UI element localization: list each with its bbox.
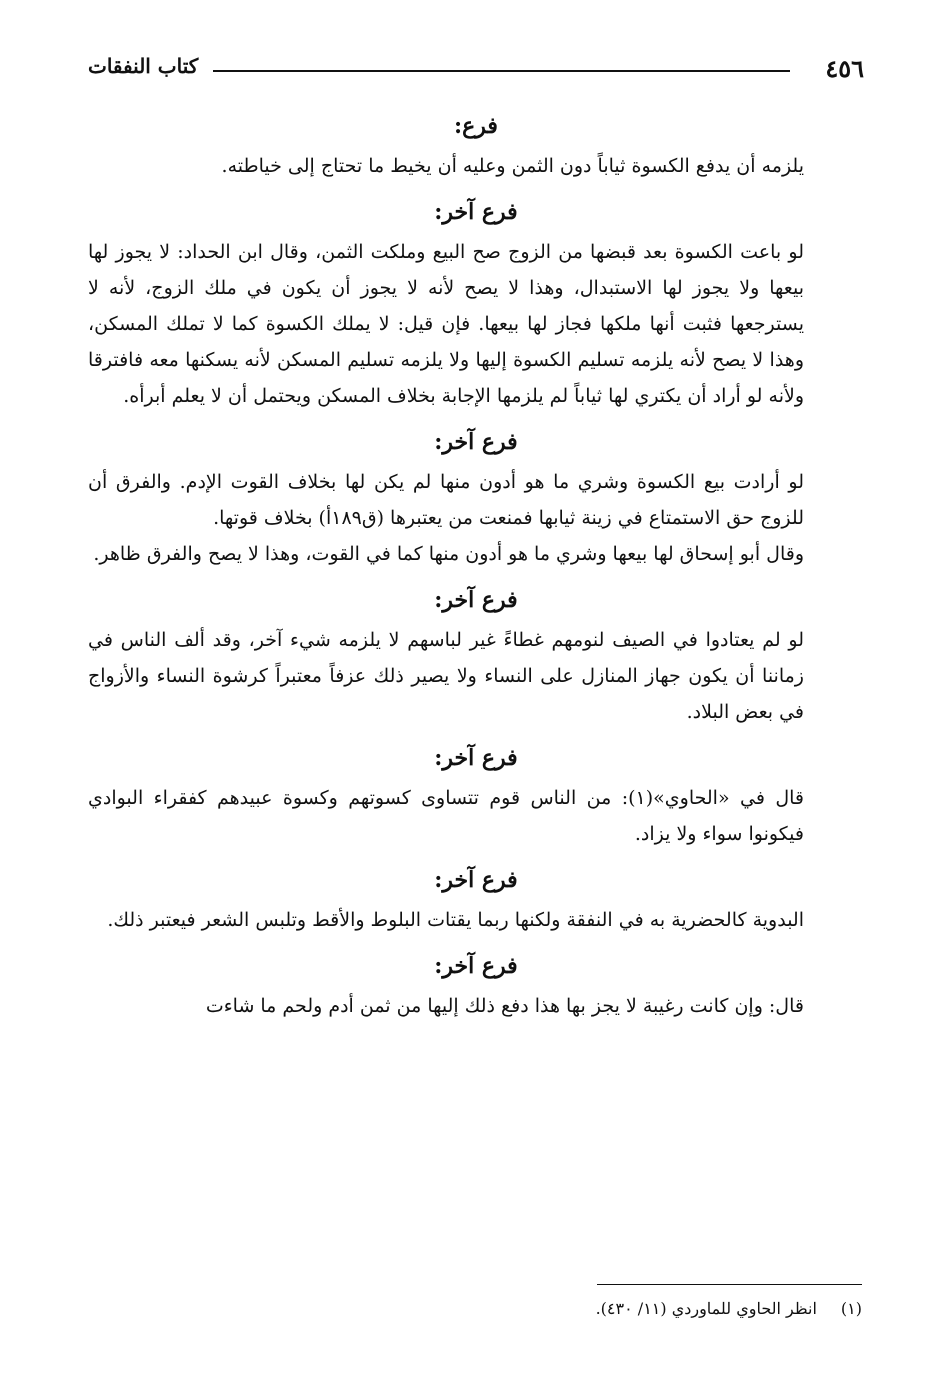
header-rule bbox=[213, 70, 790, 72]
page-header bbox=[88, 54, 864, 88]
paragraph: البدوية كالحضرية به في النفقة ولكنها ربما يقتات البلوط والأقط وتلبس الشعر فيعتبر ذلك. bbox=[107, 909, 804, 931]
section-6 bbox=[88, 860, 864, 938]
footnote-text: انظر الحاوي للماوردي (١١/ ٤٣٠). bbox=[595, 1299, 817, 1318]
section-4 bbox=[88, 580, 864, 730]
paragraph: قال: وإن كانت رغيبة لا يجز بها هذا دفع ذلك إليها من ثمن أدم ولحم ما شاءت bbox=[205, 995, 804, 1017]
paragraph: لو باعت الكسوة بعد قبضها من الزوج صح البيع وملكت الثمن، وقال ابن الحداد: لا يجوز لها بيعها ولا يجوز لها الاستبدال، وهذا لا يصح لأنه لا يجوز أن يكون في ملك الزوج، لأنه لا يسترجعها فثبت أنها ملكها فجاز لها بيعها. فإن قيل: لا يملك الكسوة كما لا تملك المسكن، وهذا لا يصح لأنه يلزمه تسليم الكسوة إليها ولا يلزمه تسليم المسكن لأنه يسكنها معه فافترقا ولأنه لو أراد أن يكتري لها ثياباً لم يلزمها الإجابة بخلاف المسكن ويحتمل أن لا يعلم أبرأه. bbox=[88, 241, 804, 407]
section-7 bbox=[88, 946, 864, 1024]
section-1 bbox=[88, 106, 864, 184]
paragraph: لو أرادت بيع الكسوة وشري ما هو أدون منها لم يكن لها بخلاف القوت الإدم. والفرق أن للزوج حق الاستمتاع في زينة ثيابها فمنعت من يعتبرها (ق١٨٩أ) بخلاف قوتها. bbox=[88, 471, 804, 529]
paragraph: لو لم يعتادوا في الصيف لنومهم غطاءً غير لباسهم لا يلزمه شيء آخر، وقد ألف الناس في زماننا أن يكون جهاز المنازل على النساء ولا يصير ذلك عزفاً معتبراً كرشوة النساء والأزواج في بعض البلاد. bbox=[88, 629, 804, 723]
main-text bbox=[88, 98, 864, 1024]
section-2 bbox=[88, 192, 864, 414]
paragraph: وقال أبو إسحاق لها بيعها وشري ما هو أدون منها كما في القوت، وهذا لا يصح والفرق ظاهر. bbox=[93, 543, 804, 565]
section-heading: فرع آخر: bbox=[434, 587, 518, 613]
section-heading: فرع آخر: bbox=[434, 745, 518, 771]
footnote-rule bbox=[597, 1284, 862, 1285]
page-number: ٤٥٦ bbox=[825, 54, 864, 83]
section-heading: فرع آخر: bbox=[434, 867, 518, 893]
book-title: كتاب النفقات bbox=[88, 54, 199, 78]
footnote bbox=[262, 1296, 862, 1322]
section-3 bbox=[88, 422, 864, 572]
section-5 bbox=[88, 738, 864, 852]
section-heading: فرع آخر: bbox=[434, 199, 518, 225]
section-heading: فرع آخر: bbox=[434, 953, 518, 979]
section-heading: فرع: bbox=[454, 113, 498, 139]
paragraph: يلزمه أن يدفع الكسوة ثياباً دون الثمن وعليه أن يخيط ما تحتاج إلى خياطته. bbox=[221, 155, 804, 177]
footnote-number: (١) bbox=[840, 1299, 862, 1318]
paragraph: قال في «الحاوي»(١): من الناس قوم تتساوى كسوتهم وكسوة عبيدهم كفقراء البوادي فيكونوا سواء ولا يزاد. bbox=[88, 787, 804, 845]
section-heading: فرع آخر: bbox=[434, 429, 518, 455]
